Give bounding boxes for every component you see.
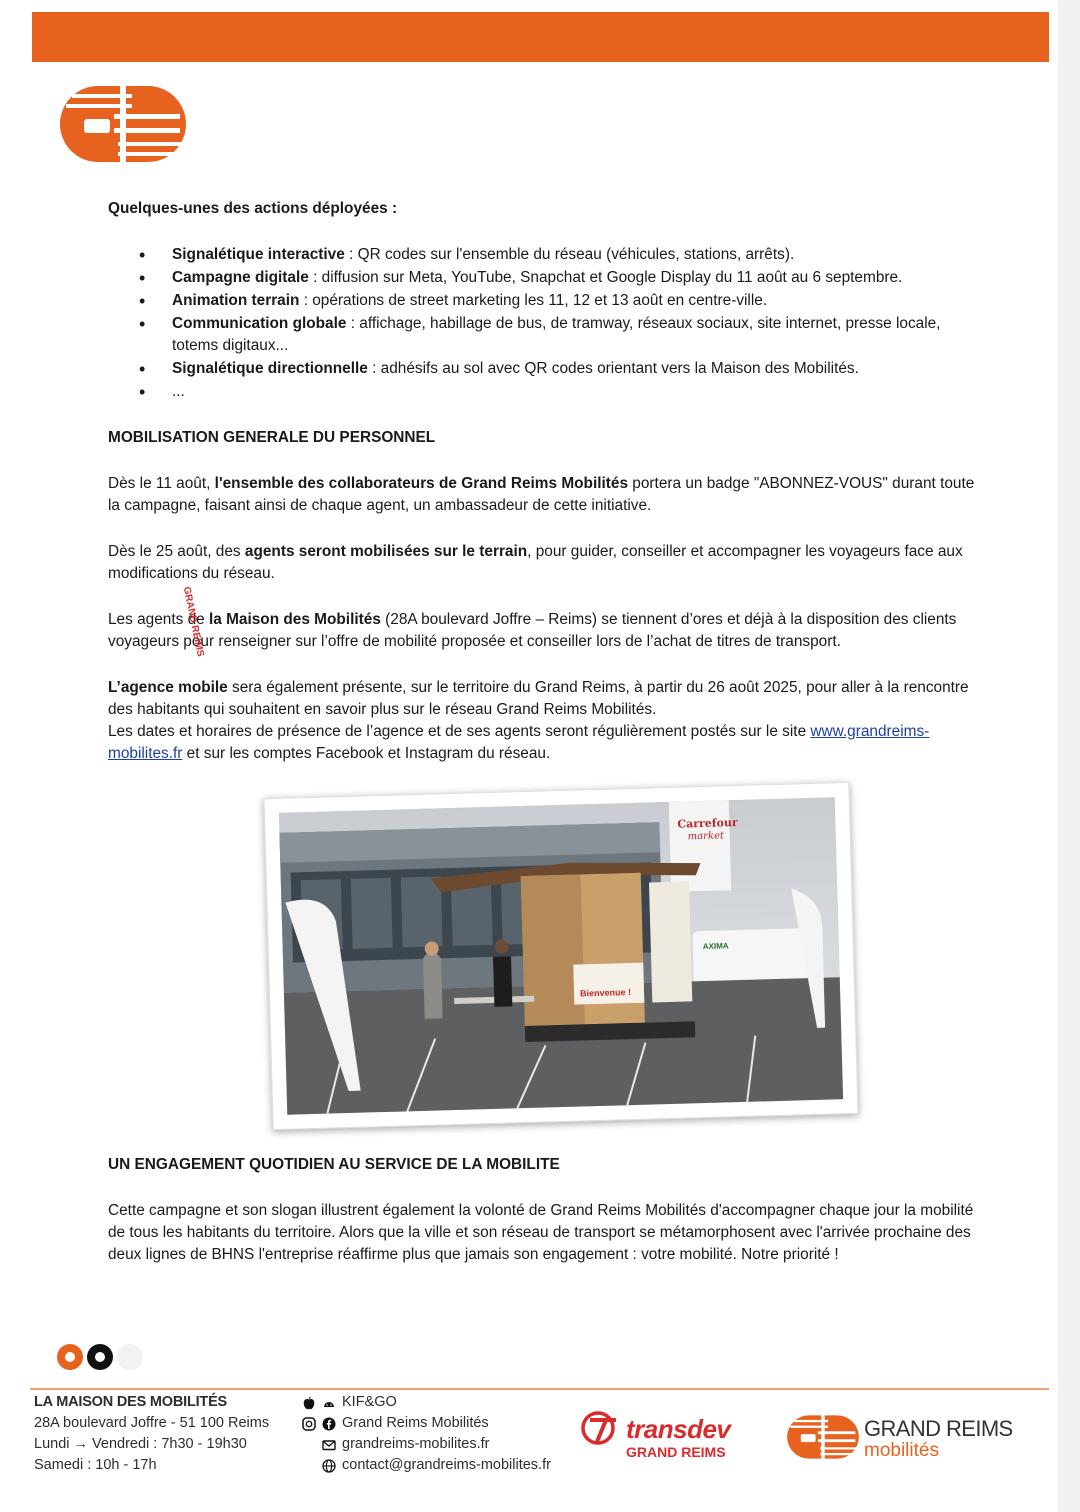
kiosk-sign: Bienvenue ! [579,987,632,999]
footer-email-row[interactable] [302,1455,551,1476]
footer-links [302,1392,551,1476]
main-content [108,198,983,765]
grand-reims-logo [58,84,188,164]
footer-site-row[interactable] [302,1434,551,1455]
transdev-logo [580,1408,731,1460]
list-item: • Campagne digitale : diffusion sur Meta, YouTube, Snapchat et Google Display du 11 août au 6 septembre. [108,267,983,289]
footer-contact-info [34,1392,269,1476]
transdev-mark-icon [580,1408,624,1448]
globe-icon [322,1459,336,1473]
paragraph-dates: Les dates et horaires de présence de l’agence et de ses agents seront régulièrement postés sur le site www.grandreims-mobilites.fr et sur les comptes Facebook et Instagram du réseau. [108,723,930,762]
transdev-subtitle: GRAND REIMS [626,1444,726,1460]
section-heading-personnel: MOBILISATION GENERALE DU PERSONNEL [108,429,436,446]
paragraph-agents: Dès le 25 août, des agents seront mobilisées sur le terrain, pour guider, conseiller et accompagner les voyageurs face aux modifications du réseau. [108,543,963,582]
facebook-icon [322,1417,336,1431]
intro-heading: Quelques-unes des actions déployées : [108,200,398,217]
mail-icon [322,1438,336,1452]
list-item: • Signalétique interactive : QR codes sur l'ensemble du réseau (véhicules, stations, arrêts). [108,244,983,266]
list-item: • Animation terrain : opérations de street marketing les 11, 12 et 13 août en centre-ville. [108,290,983,312]
paragraph-maison: Les agents de la Maison des Mobilités (28A boulevard Joffre – Reims) se tiennent d’ores et déjà à la disposition des clients voyageurs pour renseigner sur l’offre de mobilité proposée et conseiller lors de l’achat de titres de transport. [108,611,957,650]
section-heading-engagement: UN ENGAGEMENT QUOTIDIEN AU SERVICE DE LA MOBILITE [108,1156,560,1173]
paragraph-badge: Dès le 11 août, l'ensemble des collaborateurs de Grand Reims Mobilités portera un badge "ABONNEZ-VOUS" durant toute la campagne, faisant ainsi de chaque agent, un ambassadeur de cette initiative. [108,475,975,514]
apple-icon [302,1396,316,1410]
email-link[interactable]: contact@grandreims-mobilites.fr [342,1457,551,1473]
svg-text:GRAND REIMS: GRAND REIMS [180,585,206,658]
footer-divider [30,1388,1049,1390]
app-name: KIF&GO [342,1394,397,1410]
website-link[interactable]: www.grandreims-mobilites.fr [108,723,930,762]
list-item: • Signalétique directionnelle : adhésifs au sol avec QR codes orientant vers la Maison des Mobilités. [108,358,983,380]
store-sign: Carrefour [677,816,738,831]
list-item: • ... [108,381,983,403]
header-accent-bar [32,12,1049,62]
footer-hours-saturday: Samedi : 10h - 17h [34,1457,157,1473]
actions-list [108,244,983,403]
footer-hours-week: Lundi → Vendredi : 7h30 - 19h30 [34,1436,247,1452]
paragraph-engagement: Cette campagne et son slogan illustrent également la volonté de Grand Reims Mobilités d'accompagner chaque jour la mobilité de tous les habitants du territoire. Alors que la ville et son réseau de transport se métamorphosent avec l'arrivée prochaine des deux lignes de BHNS l'entreprise réaffirme plus que jamais son engagement : votre mobilité. Notre priorité ! [108,1202,974,1263]
brand-subtitle: mobilités [864,1440,939,1461]
page-edge-shadow [1058,0,1080,1512]
footer-social-row[interactable] [302,1413,551,1434]
grand-reims-mobilites-logo [786,1414,860,1460]
social-name: Grand Reims Mobilités [342,1415,489,1431]
svg-text:AXIMA: AXIMA [702,941,729,952]
footer-address: 28A boulevard Joffre - 51 100 Reims [34,1415,270,1431]
site-link[interactable]: grandreims-mobilites.fr [342,1436,490,1452]
footer-title: LA MAISON DES MOBILITÉS [34,1394,228,1410]
paragraph-agence-mobile: L’agence mobile sera également présente, sur le territoire du Grand Reims, à partir du 26 août 2025, pour aller à la rencontre des habitants qui souhaitent en savoir plus sur le réseau Grand Reims Mobilités. [108,679,969,718]
decorative-dots [56,1343,148,1373]
footer-app-row[interactable] [302,1392,551,1413]
android-icon [322,1396,336,1410]
transdev-name: transdev [626,1414,731,1444]
instagram-icon [302,1417,316,1431]
engagement-section [108,1154,983,1266]
list-item: • Communication globale : affichage, habillage de bus, de tramway, réseaux sociaux, site internet, presse locale, totems digitaux... [108,313,983,357]
svg-text:market: market [687,830,725,843]
brand-name: GRAND REIMS [864,1416,1013,1441]
